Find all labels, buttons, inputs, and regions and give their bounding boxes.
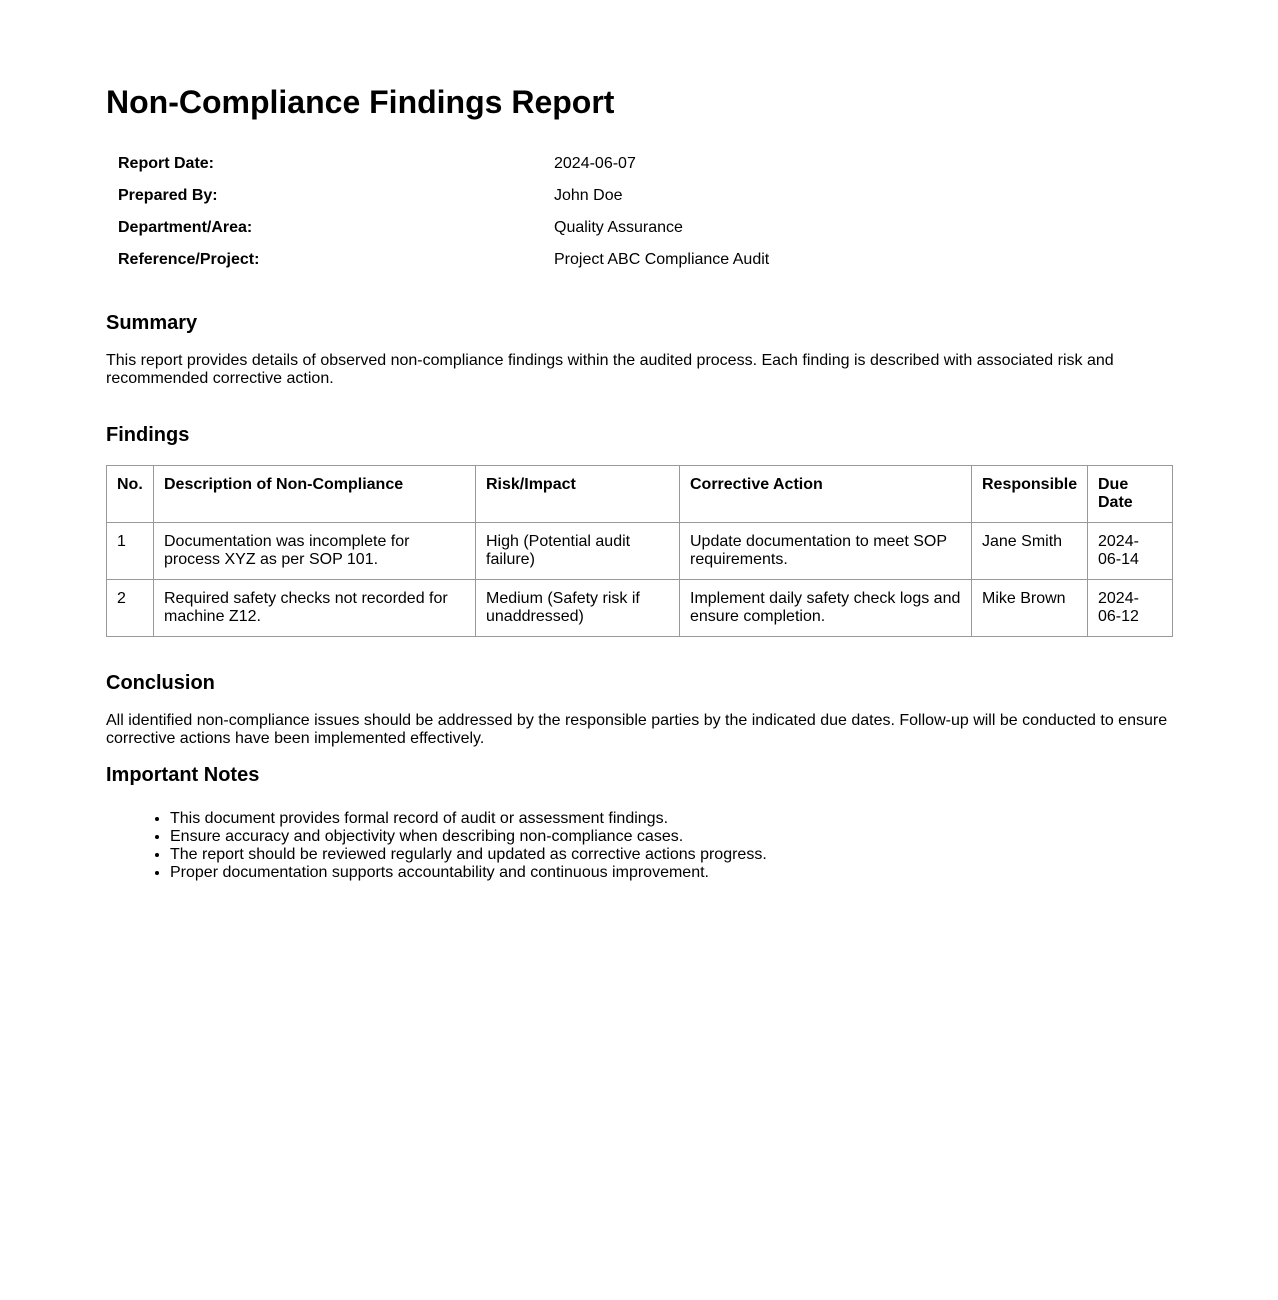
page-title: Non-Compliance Findings Report — [106, 84, 615, 120]
meta-row-reference — [106, 244, 781, 276]
findings-header-row — [107, 466, 1173, 523]
list-item: • Proper documentation supports accountability and continuous improvement. — [170, 864, 767, 882]
cell-action: Implement daily safety check logs and ensure completion. — [680, 580, 972, 637]
meta-label: Report Date: — [118, 155, 215, 172]
column-header-no: No. — [107, 466, 154, 523]
conclusion-text: All identified non-compliance issues should be addressed by the responsible parties by the indicated due dates. Follow-up will be conducted to ensure corrective actions have been implemented effectively. — [106, 712, 1168, 747]
summary-heading: Summary — [106, 312, 198, 334]
meta-value: Project ABC Compliance Audit — [554, 251, 770, 268]
cell-no: 2 — [107, 580, 154, 637]
report-meta-table — [106, 148, 781, 276]
cell-responsible: Mike Brown — [972, 580, 1088, 637]
summary-text: This report provides details of observed non-compliance findings within the audited process. Each finding is described with associated risk and recommended corrective action. — [106, 352, 1114, 387]
cell-description: Required safety checks not recorded for machine Z12. — [154, 580, 476, 637]
notes-heading: Important Notes — [106, 764, 260, 786]
list-item: • The report should be reviewed regularly and updated as corrective actions progress. — [170, 846, 767, 864]
cell-no: 1 — [107, 523, 154, 580]
column-header-action: Corrective Action — [680, 466, 972, 523]
list-item: • This document provides formal record of audit or assessment findings. — [170, 810, 767, 828]
meta-row-department — [106, 212, 781, 244]
meta-value: Quality Assurance — [554, 219, 683, 236]
meta-row-prepared-by — [106, 180, 781, 212]
cell-risk: High (Potential audit failure) — [476, 523, 680, 580]
meta-label: Department/Area: — [118, 219, 253, 236]
findings-heading: Findings — [106, 424, 190, 446]
cell-due-date: 2024-06-14 — [1088, 523, 1173, 580]
table-row — [107, 580, 1173, 637]
column-header-risk: Risk/Impact — [476, 466, 680, 523]
column-header-responsible: Responsible — [972, 466, 1088, 523]
cell-risk: Medium (Safety risk if unaddressed) — [476, 580, 680, 637]
list-item: • Ensure accuracy and objectivity when describing non-compliance cases. — [170, 828, 767, 846]
column-header-due-date: Due Date — [1088, 466, 1173, 523]
conclusion-heading: Conclusion — [106, 672, 215, 694]
meta-label: Reference/Project: — [118, 251, 260, 268]
cell-responsible: Jane Smith — [972, 523, 1088, 580]
meta-value: John Doe — [554, 187, 623, 204]
table-row — [107, 523, 1173, 580]
cell-description: Documentation was incomplete for process XYZ as per SOP 101. — [154, 523, 476, 580]
cell-due-date: 2024-06-12 — [1088, 580, 1173, 637]
meta-label: Prepared By: — [118, 187, 218, 204]
findings-table — [106, 465, 1173, 637]
column-header-description: Description of Non-Compliance — [154, 466, 476, 523]
notes-list — [106, 810, 767, 882]
meta-value: 2024-06-07 — [554, 155, 636, 172]
cell-action: Update documentation to meet SOP requirements. — [680, 523, 972, 580]
meta-row-report-date — [106, 148, 781, 180]
